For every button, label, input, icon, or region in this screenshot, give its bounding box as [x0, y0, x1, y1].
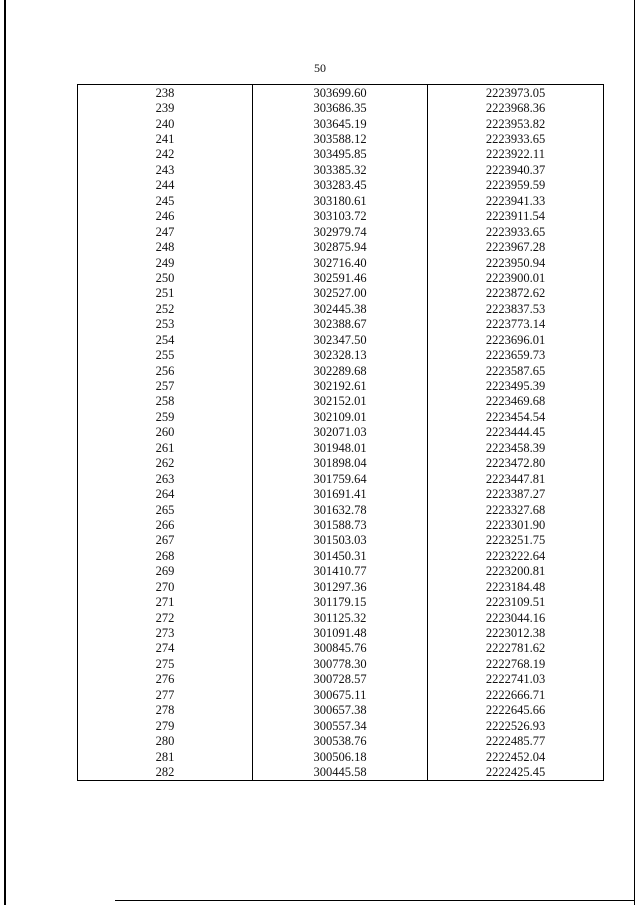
y-coordinate-cell: 2223837.53	[428, 301, 604, 316]
point-number-cell: 264	[78, 486, 253, 501]
y-coordinate-cell: 2223044.16	[428, 610, 604, 625]
y-coordinate-cell: 2223941.33	[428, 193, 604, 208]
x-coordinate-cell: 301450.31	[253, 548, 428, 563]
x-coordinate-cell: 301948.01	[253, 440, 428, 455]
table-row	[78, 517, 604, 532]
table-row	[78, 131, 604, 146]
point-number-cell: 273	[78, 625, 253, 640]
point-number-cell: 268	[78, 548, 253, 563]
y-coordinate-cell: 2223900.01	[428, 270, 604, 285]
x-coordinate-cell: 301898.04	[253, 456, 428, 471]
point-number-cell: 253	[78, 317, 253, 332]
point-number-cell: 247	[78, 224, 253, 239]
point-number-cell: 270	[78, 579, 253, 594]
point-number-cell: 249	[78, 255, 253, 270]
x-coordinate-cell: 302152.01	[253, 394, 428, 409]
point-number-cell: 279	[78, 718, 253, 733]
point-number-cell: 251	[78, 286, 253, 301]
y-coordinate-cell: 2222645.66	[428, 703, 604, 718]
x-coordinate-cell: 303645.19	[253, 116, 428, 131]
x-coordinate-cell: 302071.03	[253, 425, 428, 440]
table-row	[78, 193, 604, 208]
point-number-cell: 274	[78, 641, 253, 656]
table-row	[78, 533, 604, 548]
x-coordinate-cell: 302388.67	[253, 317, 428, 332]
table-row	[78, 332, 604, 347]
point-number-cell: 246	[78, 209, 253, 224]
y-coordinate-cell: 2223447.81	[428, 471, 604, 486]
y-coordinate-cell: 2223012.38	[428, 625, 604, 640]
point-number-cell: 256	[78, 363, 253, 378]
y-coordinate-cell: 2223469.68	[428, 394, 604, 409]
table-row	[78, 672, 604, 687]
table-row	[78, 486, 604, 501]
table-row	[78, 116, 604, 131]
x-coordinate-cell: 302875.94	[253, 239, 428, 254]
point-number-cell: 259	[78, 409, 253, 424]
table-row	[78, 656, 604, 671]
table-row	[78, 363, 604, 378]
point-number-cell: 275	[78, 656, 253, 671]
x-coordinate-cell: 300557.34	[253, 718, 428, 733]
x-coordinate-cell: 302347.50	[253, 332, 428, 347]
point-number-cell: 245	[78, 193, 253, 208]
y-coordinate-cell: 2223327.68	[428, 502, 604, 517]
point-number-cell: 282	[78, 764, 253, 780]
point-number-cell: 263	[78, 471, 253, 486]
y-coordinate-cell: 2223950.94	[428, 255, 604, 270]
table-row	[78, 687, 604, 702]
y-coordinate-cell: 2223933.65	[428, 131, 604, 146]
y-coordinate-cell: 2223953.82	[428, 116, 604, 131]
table-row	[78, 749, 604, 764]
y-coordinate-cell: 2223959.59	[428, 178, 604, 193]
y-coordinate-cell: 2222768.19	[428, 656, 604, 671]
y-coordinate-cell: 2223911.54	[428, 209, 604, 224]
table-row	[78, 764, 604, 780]
x-coordinate-cell: 301588.73	[253, 517, 428, 532]
point-number-cell: 240	[78, 116, 253, 131]
table-row	[78, 301, 604, 316]
x-coordinate-cell: 302192.61	[253, 378, 428, 393]
y-coordinate-cell: 2222485.77	[428, 733, 604, 748]
table-row	[78, 425, 604, 440]
y-coordinate-cell: 2223301.90	[428, 517, 604, 532]
point-number-cell: 241	[78, 131, 253, 146]
table-row	[78, 162, 604, 177]
x-coordinate-cell: 302109.01	[253, 409, 428, 424]
x-coordinate-cell: 303103.72	[253, 209, 428, 224]
table-row	[78, 409, 604, 424]
x-coordinate-cell: 300506.18	[253, 749, 428, 764]
point-number-cell: 250	[78, 270, 253, 285]
y-coordinate-cell: 2223109.51	[428, 594, 604, 609]
table-row	[78, 100, 604, 115]
y-coordinate-cell: 2222666.71	[428, 687, 604, 702]
table-row	[78, 85, 604, 101]
x-coordinate-cell: 303283.45	[253, 178, 428, 193]
table-row	[78, 147, 604, 162]
y-coordinate-cell: 2222526.93	[428, 718, 604, 733]
table-row	[78, 641, 604, 656]
x-coordinate-cell: 301691.41	[253, 486, 428, 501]
point-number-cell: 276	[78, 672, 253, 687]
table-row	[78, 178, 604, 193]
y-coordinate-cell: 2222425.45	[428, 764, 604, 780]
table-row	[78, 548, 604, 563]
table-row	[78, 703, 604, 718]
y-coordinate-cell: 2223387.27	[428, 486, 604, 501]
point-number-cell: 281	[78, 749, 253, 764]
x-coordinate-cell: 303588.12	[253, 131, 428, 146]
x-coordinate-cell: 300778.30	[253, 656, 428, 671]
y-coordinate-cell: 2223973.05	[428, 85, 604, 101]
y-coordinate-cell: 2223922.11	[428, 147, 604, 162]
point-number-cell: 258	[78, 394, 253, 409]
table-row	[78, 579, 604, 594]
table-row	[78, 564, 604, 579]
table-row	[78, 502, 604, 517]
point-number-cell: 242	[78, 147, 253, 162]
y-coordinate-cell: 2223587.65	[428, 363, 604, 378]
y-coordinate-cell: 2223458.39	[428, 440, 604, 455]
x-coordinate-cell: 302328.13	[253, 347, 428, 362]
table-row	[78, 456, 604, 471]
x-coordinate-cell: 300657.38	[253, 703, 428, 718]
x-coordinate-cell: 302289.68	[253, 363, 428, 378]
x-coordinate-cell: 301632.78	[253, 502, 428, 517]
y-coordinate-cell: 2223454.54	[428, 409, 604, 424]
x-coordinate-cell: 302591.46	[253, 270, 428, 285]
coordinates-table-body	[78, 85, 604, 781]
point-number-cell: 252	[78, 301, 253, 316]
table-row	[78, 286, 604, 301]
y-coordinate-cell: 2223872.62	[428, 286, 604, 301]
x-coordinate-cell: 302445.38	[253, 301, 428, 316]
y-coordinate-cell: 2223933.65	[428, 224, 604, 239]
point-number-cell: 266	[78, 517, 253, 532]
point-number-cell: 243	[78, 162, 253, 177]
point-number-cell: 260	[78, 425, 253, 440]
y-coordinate-cell: 2223184.48	[428, 579, 604, 594]
point-number-cell: 269	[78, 564, 253, 579]
table-row	[78, 347, 604, 362]
x-coordinate-cell: 303699.60	[253, 85, 428, 101]
point-number-cell: 248	[78, 239, 253, 254]
y-coordinate-cell: 2223696.01	[428, 332, 604, 347]
x-coordinate-cell: 302527.00	[253, 286, 428, 301]
coordinates-table	[77, 84, 604, 781]
x-coordinate-cell: 303385.32	[253, 162, 428, 177]
x-coordinate-cell: 301759.64	[253, 471, 428, 486]
y-coordinate-cell: 2223222.64	[428, 548, 604, 563]
point-number-cell: 239	[78, 100, 253, 115]
x-coordinate-cell: 300728.57	[253, 672, 428, 687]
y-coordinate-cell: 2223495.39	[428, 378, 604, 393]
table-row	[78, 378, 604, 393]
table-row	[78, 224, 604, 239]
x-coordinate-cell: 302979.74	[253, 224, 428, 239]
table-row	[78, 394, 604, 409]
x-coordinate-cell: 300675.11	[253, 687, 428, 702]
point-number-cell: 278	[78, 703, 253, 718]
y-coordinate-cell: 2223200.81	[428, 564, 604, 579]
y-coordinate-cell: 2223940.37	[428, 162, 604, 177]
point-number-cell: 272	[78, 610, 253, 625]
y-coordinate-cell: 2222781.62	[428, 641, 604, 656]
table-row	[78, 610, 604, 625]
y-coordinate-cell: 2223472.80	[428, 456, 604, 471]
table-row	[78, 270, 604, 285]
table-row	[78, 594, 604, 609]
x-coordinate-cell: 302716.40	[253, 255, 428, 270]
y-coordinate-cell: 2223659.73	[428, 347, 604, 362]
table-row	[78, 209, 604, 224]
y-coordinate-cell: 2223251.75	[428, 533, 604, 548]
point-number-cell: 244	[78, 178, 253, 193]
x-coordinate-cell: 301125.32	[253, 610, 428, 625]
table-row	[78, 317, 604, 332]
x-coordinate-cell: 300445.58	[253, 764, 428, 780]
page-number: 50	[314, 61, 326, 75]
point-number-cell: 238	[78, 85, 253, 101]
y-coordinate-cell: 2223444.45	[428, 425, 604, 440]
point-number-cell: 280	[78, 733, 253, 748]
page-edge-right	[634, 0, 635, 905]
point-number-cell: 271	[78, 594, 253, 609]
point-number-cell: 255	[78, 347, 253, 362]
table-row	[78, 625, 604, 640]
x-coordinate-cell: 301297.36	[253, 579, 428, 594]
x-coordinate-cell: 300845.76	[253, 641, 428, 656]
y-coordinate-cell: 2222452.04	[428, 749, 604, 764]
x-coordinate-cell: 301410.77	[253, 564, 428, 579]
table-row	[78, 718, 604, 733]
table-row	[78, 255, 604, 270]
y-coordinate-cell: 2223773.14	[428, 317, 604, 332]
x-coordinate-cell: 301179.15	[253, 594, 428, 609]
point-number-cell: 261	[78, 440, 253, 455]
y-coordinate-cell: 2223967.28	[428, 239, 604, 254]
x-coordinate-cell: 303180.61	[253, 193, 428, 208]
point-number-cell: 267	[78, 533, 253, 548]
x-coordinate-cell: 301091.48	[253, 625, 428, 640]
table-row	[78, 471, 604, 486]
page-edge-bottom	[115, 900, 634, 901]
x-coordinate-cell: 301503.03	[253, 533, 428, 548]
y-coordinate-cell: 2222741.03	[428, 672, 604, 687]
point-number-cell: 254	[78, 332, 253, 347]
table-row	[78, 733, 604, 748]
table-row	[78, 239, 604, 254]
table-row	[78, 440, 604, 455]
point-number-cell: 257	[78, 378, 253, 393]
x-coordinate-cell: 303686.35	[253, 100, 428, 115]
x-coordinate-cell: 300538.76	[253, 733, 428, 748]
x-coordinate-cell: 303495.85	[253, 147, 428, 162]
point-number-cell: 262	[78, 456, 253, 471]
point-number-cell: 277	[78, 687, 253, 702]
y-coordinate-cell: 2223968.36	[428, 100, 604, 115]
point-number-cell: 265	[78, 502, 253, 517]
page-edge-left	[4, 0, 6, 905]
